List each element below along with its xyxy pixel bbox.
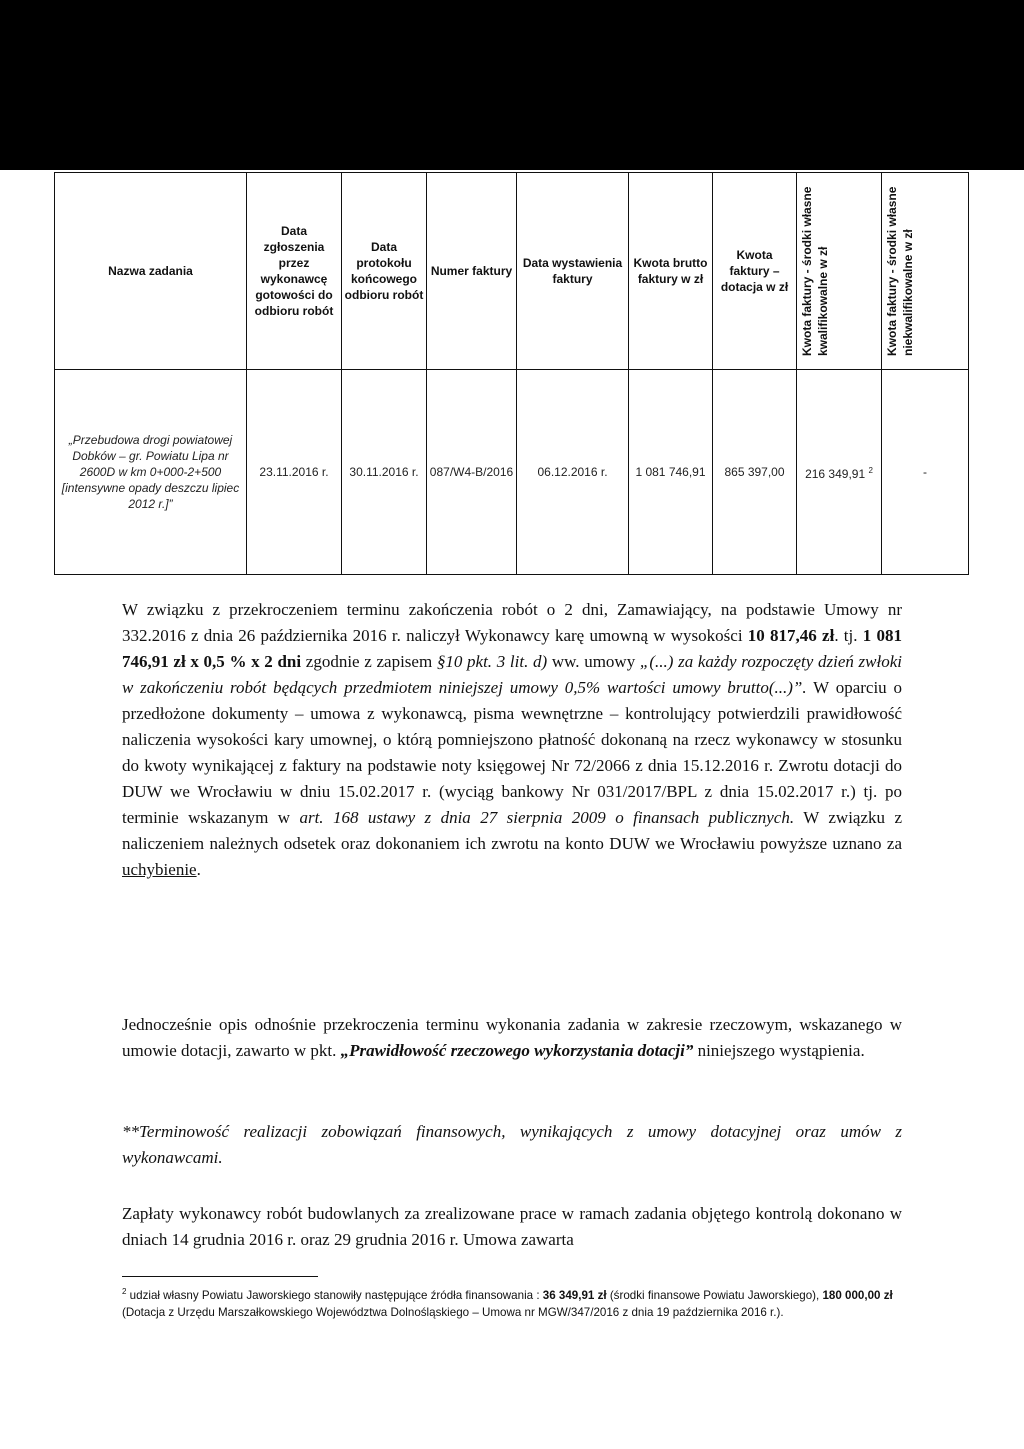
cell-date-protocol: 30.11.2016 r. xyxy=(342,370,427,575)
footnote xyxy=(122,1283,902,1321)
paragraph-payments: Zapłaty wykonawcy robót budowlanych za zrealizowane prace w ramach zadania objętego kontrolą dokonano w dniach 14 grudnia 2016 r. oraz 29 grudnia 2016 r. Umowa zawarta xyxy=(122,1204,902,1249)
text-run: udział własny Powiatu Jaworskiego stanowiły następujące źródła finansowania : xyxy=(126,1288,543,1302)
text-run: ww. umowy xyxy=(547,652,640,671)
text-run: Jednocześnie opis odnośnie przekroczenia terminu wykonania zadania w zakresie rzeczowym, wskazanego w umowie dotacji, zawarto w pkt. xyxy=(122,1015,902,1060)
own-qualified-value: 216 349,91 xyxy=(805,466,866,481)
text-run: W związku z naliczeniem należnych odsetek oraz dokonaniem ich zwrotu na konto DUW we Wrocławiu powyższe uznano za xyxy=(122,808,902,853)
section-heading: **Terminowość realizacji zobowiązań finansowych, wynikających z umowy dotacyjnej oraz umów z wykonawcami. xyxy=(122,1122,902,1167)
section-reference: „Prawidłowość rzeczowego wykorzystania dotacji” xyxy=(340,1041,694,1060)
footnote-number: 2 xyxy=(122,1287,127,1296)
contract-quote: „(...) za każdy rozpoczęty dzień zwłoki w zakończeniu robót będących przedmiotem niniejszej umowy 0,5% wartości umowy brutto(...)”. xyxy=(122,652,902,697)
penalty-formula: 1 081 746,91 zł x 0,5 % x 2 dni xyxy=(122,626,902,671)
cell-own-unqualified: - xyxy=(882,370,969,575)
footnote-ref: 2 xyxy=(868,465,873,475)
cell-task-name: „Przebudowa drogi powiatowej Dobków – gr. Powiatu Lipa nr 2600D w km 0+000-2+500 [intensywne opady deszczu lipiec 2012 r.]” xyxy=(55,370,247,575)
text-run: . tj. xyxy=(834,626,863,645)
finding-term: uchybienie xyxy=(122,860,197,879)
cell-grant-amount: 865 397,00 xyxy=(713,370,797,575)
header-date-ready: Data zgłoszenia przez wykonawcę gotowości do odbioru robót xyxy=(247,173,342,370)
header-invoice-number: Numer faktury xyxy=(427,173,517,370)
text-run: W związku z przekroczeniem terminu zakończenia robót o 2 dni, Zamawiający, na podstawie Umowy nr 332.2016 z dnia 26 października 2016 r. naliczył Wykonawcy karę umowną w wysokości xyxy=(122,600,902,645)
law-reference: art. 168 ustawy z dnia 27 sierpnia 2009 o finansach publicznych. xyxy=(299,808,795,827)
cell-own-qualified xyxy=(797,370,882,575)
paragraph-deadline xyxy=(122,1012,902,1064)
header-invoice-date: Data wystawienia faktury xyxy=(517,173,629,370)
header-date-protocol: Data protokołu końcowego odbioru robót xyxy=(342,173,427,370)
table-row xyxy=(55,370,969,575)
cell-invoice-number: 087/W4-B/2016 xyxy=(427,370,517,575)
text-run: (środki finansowe Powiatu Jaworskiego), xyxy=(606,1288,823,1302)
header-task-name: Nazwa zadania xyxy=(55,173,247,370)
contract-clause-ref: §10 pkt. 3 lit. d) xyxy=(436,652,548,671)
text-run: (Dotacja z Urzędu Marszałkowskiego Województwa Dolnośląskiego – Umowa nr MGW/347/2016 z dnia 19 października 2016 r.). xyxy=(122,1305,784,1319)
footnote-separator xyxy=(122,1276,318,1277)
text-run: . xyxy=(196,860,201,879)
footnote-amount: 36 349,91 zł xyxy=(542,1288,607,1302)
text-run: W oparciu o przedłożone dokumenty – umowa z wykonawcą, pisma wewnętrzne – kontrolujący potwierdzili prawidłowość naliczenia wysokości kary umownej, o którą pomniejszono płatność dokonaną na rzecz wykonawcy w stosunku do kwoty wynikającej z faktury na podstawie noty księgowej Nr 72/2066 z dnia 15.12.2016 r. Zwrotu dotacji do DUW we Wrocławiu w dniu 15.02.2017 r. (wyciąg bankowy Nr 031/2017/BPL z dnia 15.02.2017 r.) tj. po terminie wskazanym w xyxy=(122,678,902,827)
penalty-amount: 10 817,46 zł xyxy=(747,626,835,645)
invoice-table xyxy=(54,172,969,575)
cell-invoice-date: 06.12.2016 r. xyxy=(517,370,629,575)
header-own-qualified: Kwota faktury - środki własne kwalifikowalne w zł xyxy=(797,173,882,370)
text-run: niniejszego wystąpienia. xyxy=(693,1041,865,1060)
paragraph-penalty xyxy=(122,597,902,883)
cell-date-ready: 23.11.2016 r. xyxy=(247,370,342,575)
footnote-amount: 180 000,00 zł xyxy=(822,1288,893,1302)
header-gross-amount: Kwota brutto faktury w zł xyxy=(629,173,713,370)
text-run: zgodnie z zapisem xyxy=(301,652,437,671)
cell-gross-amount: 1 081 746,91 xyxy=(629,370,713,575)
header-own-unqualified: Kwota faktury - środki własne niekwalifikowalne w zł xyxy=(882,173,969,370)
header-grant-amount: Kwota faktury – dotacja w zł xyxy=(713,173,797,370)
table-header-row xyxy=(55,173,969,370)
